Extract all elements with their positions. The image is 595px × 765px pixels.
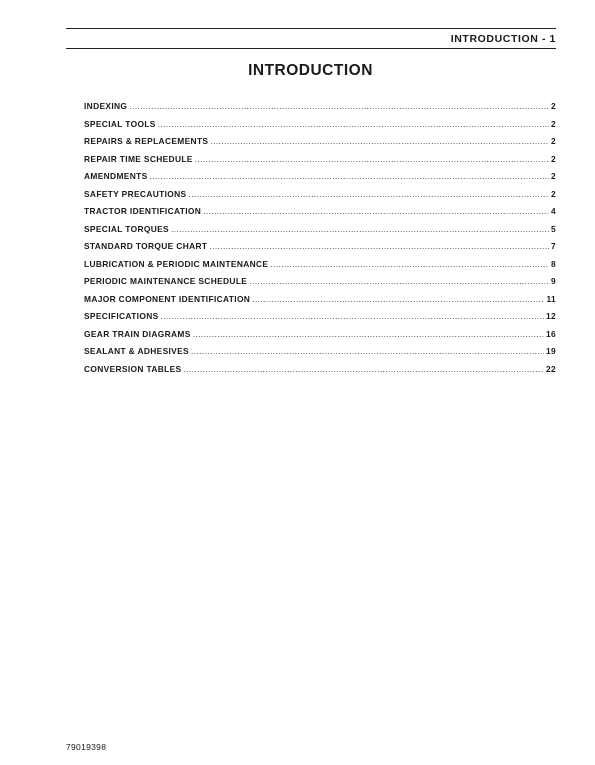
- toc-entry-page: 22: [545, 363, 556, 374]
- toc-entry-page: 16: [545, 328, 556, 339]
- toc-entry-label: CONVERSION TABLES: [84, 363, 182, 374]
- toc-entry-page: 8: [550, 258, 556, 269]
- toc-entry-page: 2: [550, 153, 556, 164]
- dot-leader: [249, 276, 549, 286]
- toc-entry-specifications[interactable]: [84, 311, 556, 329]
- dot-leader: [129, 101, 549, 111]
- toc-entry-label: GEAR TRAIN DIAGRAMS: [84, 328, 191, 339]
- dot-leader: [150, 171, 549, 181]
- dot-leader: [158, 119, 549, 129]
- dot-leader: [183, 364, 544, 374]
- toc-entry-page: 2: [550, 188, 556, 199]
- toc-entry-lubrication-periodic-maintenance[interactable]: [84, 259, 556, 277]
- toc-entry-gear-train-diagrams[interactable]: [84, 329, 556, 347]
- toc-entry-page: 9: [550, 276, 556, 286]
- toc-entry-label: SPECIAL TOOLS: [84, 118, 156, 129]
- toc-entry-label: MAJOR COMPONENT IDENTIFICATION: [84, 293, 251, 304]
- toc-entry-repair-time-schedule[interactable]: [84, 154, 556, 172]
- toc-entry-label: INDEXING: [84, 101, 128, 111]
- dot-leader: [161, 311, 544, 321]
- toc-entry-sealant-adhesives[interactable]: [84, 346, 556, 364]
- toc-entry-standard-torque-chart[interactable]: [84, 241, 556, 259]
- toc-entry-amendments[interactable]: [84, 171, 556, 189]
- dot-leader: [252, 294, 544, 304]
- dot-leader: [171, 224, 549, 234]
- toc-entry-periodic-maintenance-schedule[interactable]: [84, 276, 556, 294]
- toc-entry-page: 11: [546, 293, 556, 304]
- toc-entry-safety-precautions[interactable]: [84, 189, 556, 207]
- toc-entry-special-torques[interactable]: [84, 224, 556, 242]
- header-top-rule: [66, 28, 556, 29]
- document-number: 79019398: [66, 742, 107, 752]
- toc-entry-label: SAFETY PRECAUTIONS: [84, 188, 187, 199]
- toc-entry-label: AMENDMENTS: [84, 171, 148, 181]
- page-title: INTRODUCTION: [248, 62, 373, 79]
- table-of-contents: [84, 101, 556, 381]
- toc-entry-label: LUBRICATION & PERIODIC MAINTENANCE: [84, 258, 269, 269]
- toc-entry-major-component-identification[interactable]: [84, 294, 556, 312]
- toc-entry-page: 4: [550, 206, 556, 216]
- header-bottom-rule: [66, 48, 556, 49]
- toc-entry-repairs-replacements[interactable]: [84, 136, 556, 154]
- toc-entry-page: 2: [550, 136, 556, 146]
- toc-entry-tractor-identification[interactable]: [84, 206, 556, 224]
- toc-entry-page: 12: [545, 311, 556, 321]
- dot-leader: [193, 329, 544, 339]
- dot-leader: [209, 241, 549, 251]
- dot-leader: [203, 206, 549, 216]
- toc-entry-label: REPAIRS & REPLACEMENTS: [84, 136, 209, 146]
- toc-entry-conversion-tables[interactable]: [84, 364, 556, 382]
- dot-leader: [188, 189, 549, 199]
- toc-entry-label: SEALANT & ADHESIVES: [84, 346, 189, 356]
- toc-entry-page: 5: [550, 223, 556, 234]
- dot-leader: [195, 154, 549, 164]
- toc-entry-page: 7: [550, 241, 556, 251]
- toc-entry-page: 2: [550, 101, 556, 111]
- toc-entry-special-tools[interactable]: [84, 119, 556, 137]
- dot-leader: [270, 259, 549, 269]
- running-head: INTRODUCTION - 1: [450, 33, 556, 45]
- toc-entry-page: 19: [545, 346, 556, 356]
- toc-entry-label: TRACTOR IDENTIFICATION: [84, 206, 202, 216]
- toc-entry-label: REPAIR TIME SCHEDULE: [84, 153, 193, 164]
- toc-entry-label: STANDARD TORQUE CHART: [84, 241, 208, 251]
- toc-entry-page: 2: [550, 171, 556, 181]
- toc-entry-label: PERIODIC MAINTENANCE SCHEDULE: [84, 276, 248, 286]
- toc-entry-indexing[interactable]: [84, 101, 556, 119]
- toc-entry-label: SPECIFICATIONS: [84, 311, 159, 321]
- toc-entry-label: SPECIAL TORQUES: [84, 223, 169, 234]
- dot-leader: [191, 346, 544, 356]
- dot-leader: [210, 136, 549, 146]
- toc-entry-page: 2: [550, 118, 556, 129]
